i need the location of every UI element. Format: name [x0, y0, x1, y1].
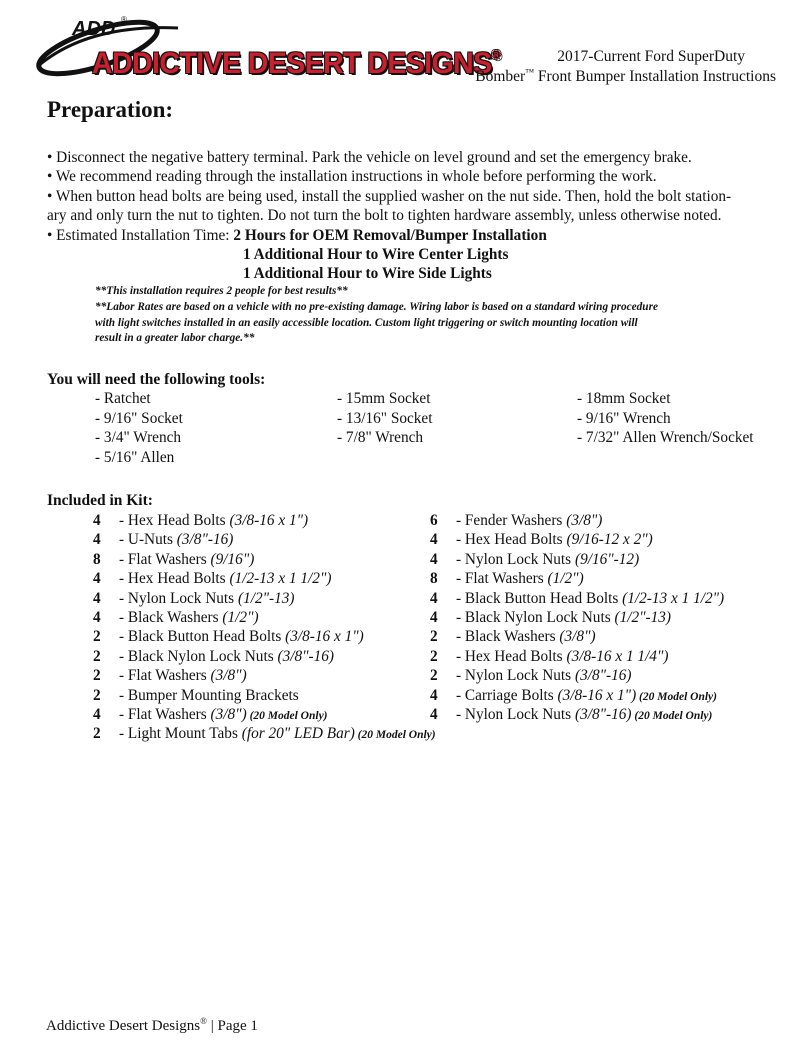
bullet-button-head-bolts-1: • When button head bolts are being used, install the supplied washer on the nut side. Then, hold the bolt station-: [47, 187, 732, 205]
kit-item-description: [456, 511, 602, 530]
estimate-side-lights: 1 Additional Hour to Wire Side Lights: [243, 265, 492, 283]
tool-item: - 15mm Socket: [337, 390, 431, 407]
note-labor-rates-2: with light switches installed in an easily accessible location. Custom light triggering or switch mounting location will: [95, 316, 638, 329]
kit-item-quantity: 4: [430, 706, 438, 723]
kit-item-quantity: 2: [93, 667, 101, 685]
kit-item-spec: (3/8-16 x 1"): [285, 628, 364, 646]
kit-item-quantity: 2: [430, 647, 438, 665]
kit-item-description: [119, 686, 299, 705]
kit-item-name: - Bumper Mounting Brackets: [119, 686, 299, 704]
bullet-battery: • Disconnect the negative battery terminal. Park the vehicle on level ground and set the emergency brake.: [47, 149, 692, 166]
preparation-bullets: [47, 148, 772, 284]
header-vehicle: 2017-Current Ford SuperDuty: [557, 48, 745, 65]
kit-item-quantity: 4: [93, 609, 101, 626]
note-two-people: **This installation requires 2 people for best results**: [95, 285, 348, 297]
bullet-estimated-time: [47, 226, 772, 245]
kit-item-spec: (1/2-13 x 1 1/2"): [229, 570, 332, 588]
kit-item-name: - U-Nuts: [119, 531, 177, 549]
kit-item-name: - Hex Head Bolts: [456, 531, 567, 549]
kit-item-spec: (9/16-12 x 2"): [566, 531, 653, 549]
kit-item-name: - Nylon Lock Nuts: [456, 667, 575, 685]
kit-item-spec: (1/2"-13): [614, 609, 672, 626]
tools-heading: You will need the following tools:: [47, 371, 266, 388]
kit-item-description: [456, 666, 632, 685]
kit-item-quantity: 8: [93, 550, 101, 568]
kit-item-name: - Black Washers: [456, 628, 560, 646]
kit-item-quantity: 6: [430, 512, 438, 529]
kit-item-name: - Hex Head Bolts: [119, 570, 230, 588]
page-title: Preparation:: [47, 97, 174, 122]
kit-item-name: - Fender Washers: [456, 512, 567, 529]
kit-item-quantity: 2: [93, 686, 101, 704]
kit-item-quantity: 2: [430, 628, 438, 646]
bullet-button-head-bolts-2: ary and only turn the nut to tighten. Do not turn the bolt to tighten hardware assembly, unless otherwise noted.: [47, 207, 722, 225]
kit-item-description: [119, 589, 295, 608]
kit-item-description: [119, 550, 254, 569]
kit-item-name: - Black Washers: [119, 609, 223, 626]
tool-item: - 7/32" Allen Wrench/Socket: [577, 429, 754, 446]
kit-item-spec: (3/8-16 x 1"): [229, 512, 309, 529]
kit-item-spec: (3/8-16 x 1"): [557, 686, 637, 704]
kit-item-quantity: 2: [93, 725, 101, 743]
kit-item-description: [456, 705, 712, 726]
kit-item-quantity: 4: [430, 550, 438, 568]
tool-item: - 13/16" Socket: [337, 410, 433, 427]
kit-item-model-note: (20 Model Only): [354, 729, 436, 742]
kit-item-description: [456, 686, 717, 707]
kit-item-name: - Hex Head Bolts: [456, 647, 567, 665]
kit-item-name: - Black Button Head Bolts: [119, 628, 286, 646]
tool-item: - 9/16" Socket: [95, 410, 183, 427]
kit-item-spec: (3/8"): [210, 667, 247, 685]
kit-item-description: [119, 627, 364, 646]
kit-item-spec: (9/16"): [210, 550, 255, 568]
kit-item-description: [456, 608, 671, 627]
kit-item-quantity: 4: [430, 531, 438, 549]
brand-logo: [28, 14, 501, 82]
bullet-read-instructions: • We recommend reading through the installation instructions in whole before performing the work.: [47, 168, 657, 186]
kit-item-name: - Flat Washers: [119, 706, 211, 723]
kit-item-description: [119, 608, 259, 627]
kit-item-name: - Nylon Lock Nuts: [119, 589, 238, 607]
kit-item-description: [119, 511, 308, 530]
kit-item-name: - Light Mount Tabs: [119, 725, 242, 743]
header-product-name: Bomber: [475, 68, 526, 85]
kit-item-spec: (9/16"-12): [574, 550, 640, 568]
logo-wordmark-text: ADDICTIVE DESERT DESIGNS: [92, 47, 492, 80]
header-product: [475, 63, 776, 86]
kit-item-spec: (1/2"): [547, 570, 584, 588]
kit-item-quantity: 4: [430, 609, 438, 626]
tool-item: - 3/4" Wrench: [95, 429, 182, 446]
kit-item-name: - Black Nylon Lock Nuts: [456, 609, 615, 626]
kit-item-quantity: 4: [430, 686, 438, 704]
kit-item-name: - Flat Washers: [119, 667, 211, 685]
logo-wordmark: [92, 48, 500, 79]
kit-item-description: [456, 589, 724, 608]
estimated-time-label: • Estimated Installation Time:: [47, 226, 234, 244]
logo-reg-mark: ®: [121, 15, 127, 24]
kit-item-name: - Black Button Head Bolts: [456, 589, 623, 607]
kit-item-spec: (1/2"-13): [237, 589, 295, 607]
tool-item: - 5/16" Allen: [95, 449, 175, 466]
kit-item-spec: (3/8"-16): [574, 667, 632, 685]
kit-item-description: [119, 647, 334, 666]
kit-item-description: [119, 705, 328, 726]
kit-item-name: - Flat Washers: [456, 570, 548, 588]
kit-item-spec: (3/8"): [210, 706, 247, 723]
kit-item-description: [119, 530, 233, 549]
kit-item-spec: (1/2"): [222, 609, 259, 626]
tool-item: - Ratchet: [95, 390, 151, 407]
kit-item-quantity: 2: [430, 667, 438, 685]
kit-item-quantity: 4: [93, 706, 101, 723]
kit-item-quantity: 4: [93, 570, 101, 588]
header-trademark: ™: [525, 67, 535, 77]
kit-item-model-note: (20 Model Only): [246, 710, 328, 722]
kit-item-description: [119, 724, 436, 745]
estimate-oem-removal: 2 Hours for OEM Removal/Bumper Installation: [233, 226, 547, 244]
kit-item-spec: (3/8-16 x 1 1/4"): [566, 647, 669, 665]
kit-item-spec: (1/2-13 x 1 1/2"): [622, 589, 725, 607]
kit-item-spec: (for 20" LED Bar): [241, 725, 355, 743]
kit-item-name: - Black Nylon Lock Nuts: [119, 647, 278, 665]
kit-item-model-note: (20 Model Only): [631, 710, 713, 722]
footer-page-number: | Page 1: [206, 1018, 258, 1034]
kit-item-description: [456, 569, 584, 588]
kit-item-spec: (3/8"): [559, 628, 596, 646]
kit-item-quantity: 4: [93, 589, 101, 607]
kit-item-description: [119, 666, 247, 685]
kit-heading: Included in Kit:: [47, 492, 153, 509]
kit-item-name: - Carriage Bolts: [456, 686, 558, 704]
note-labor-rates-3: result in a greater labor charge.**: [95, 332, 255, 345]
kit-item-quantity: 8: [430, 570, 438, 588]
tool-item: - 7/8" Wrench: [337, 429, 424, 446]
kit-item-model-note: (20 Model Only): [636, 690, 717, 703]
kit-item-name: - Hex Head Bolts: [119, 512, 230, 529]
kit-item-quantity: 4: [93, 512, 101, 529]
kit-item-spec: (3/8"-16): [176, 531, 234, 549]
header-product-rest: Front Bumper Installation Instructions: [534, 68, 776, 85]
estimate-center-lights: 1 Additional Hour to Wire Center Lights: [243, 246, 509, 264]
kit-item-quantity: 4: [430, 589, 438, 607]
logo-mark: ADD: [72, 18, 116, 40]
kit-item-spec: (3/8"-16): [574, 706, 632, 723]
footer-brand: Addictive Desert Designs: [46, 1018, 201, 1034]
kit-item-quantity: 2: [93, 628, 101, 646]
kit-item-name: - Flat Washers: [119, 550, 211, 568]
kit-item-description: [456, 530, 653, 549]
note-labor-rates-1: **Labor Rates are based on a vehicle with no pre-existing damage. Wiring labor is based on a standard wiring procedure: [95, 300, 659, 313]
kit-item-spec: (3/8"): [566, 512, 603, 529]
kit-item-name: - Nylon Lock Nuts: [456, 550, 575, 568]
kit-item-description: [456, 627, 596, 646]
footer-reg: ®: [200, 1016, 207, 1026]
logo-wordmark-reg: ®: [491, 47, 501, 62]
tool-item: - 18mm Socket: [577, 390, 671, 407]
kit-item-quantity: 2: [93, 647, 101, 665]
kit-item-description: [456, 647, 668, 666]
kit-item-description: [456, 550, 639, 569]
kit-item-quantity: 4: [93, 531, 101, 549]
kit-item-description: [119, 569, 331, 588]
kit-item-spec: (3/8"-16): [277, 647, 335, 665]
labor-notes: [95, 284, 755, 347]
page-footer: [46, 1016, 258, 1035]
tool-item: - 9/16" Wrench: [577, 410, 671, 427]
kit-item-name: - Nylon Lock Nuts: [456, 706, 575, 723]
